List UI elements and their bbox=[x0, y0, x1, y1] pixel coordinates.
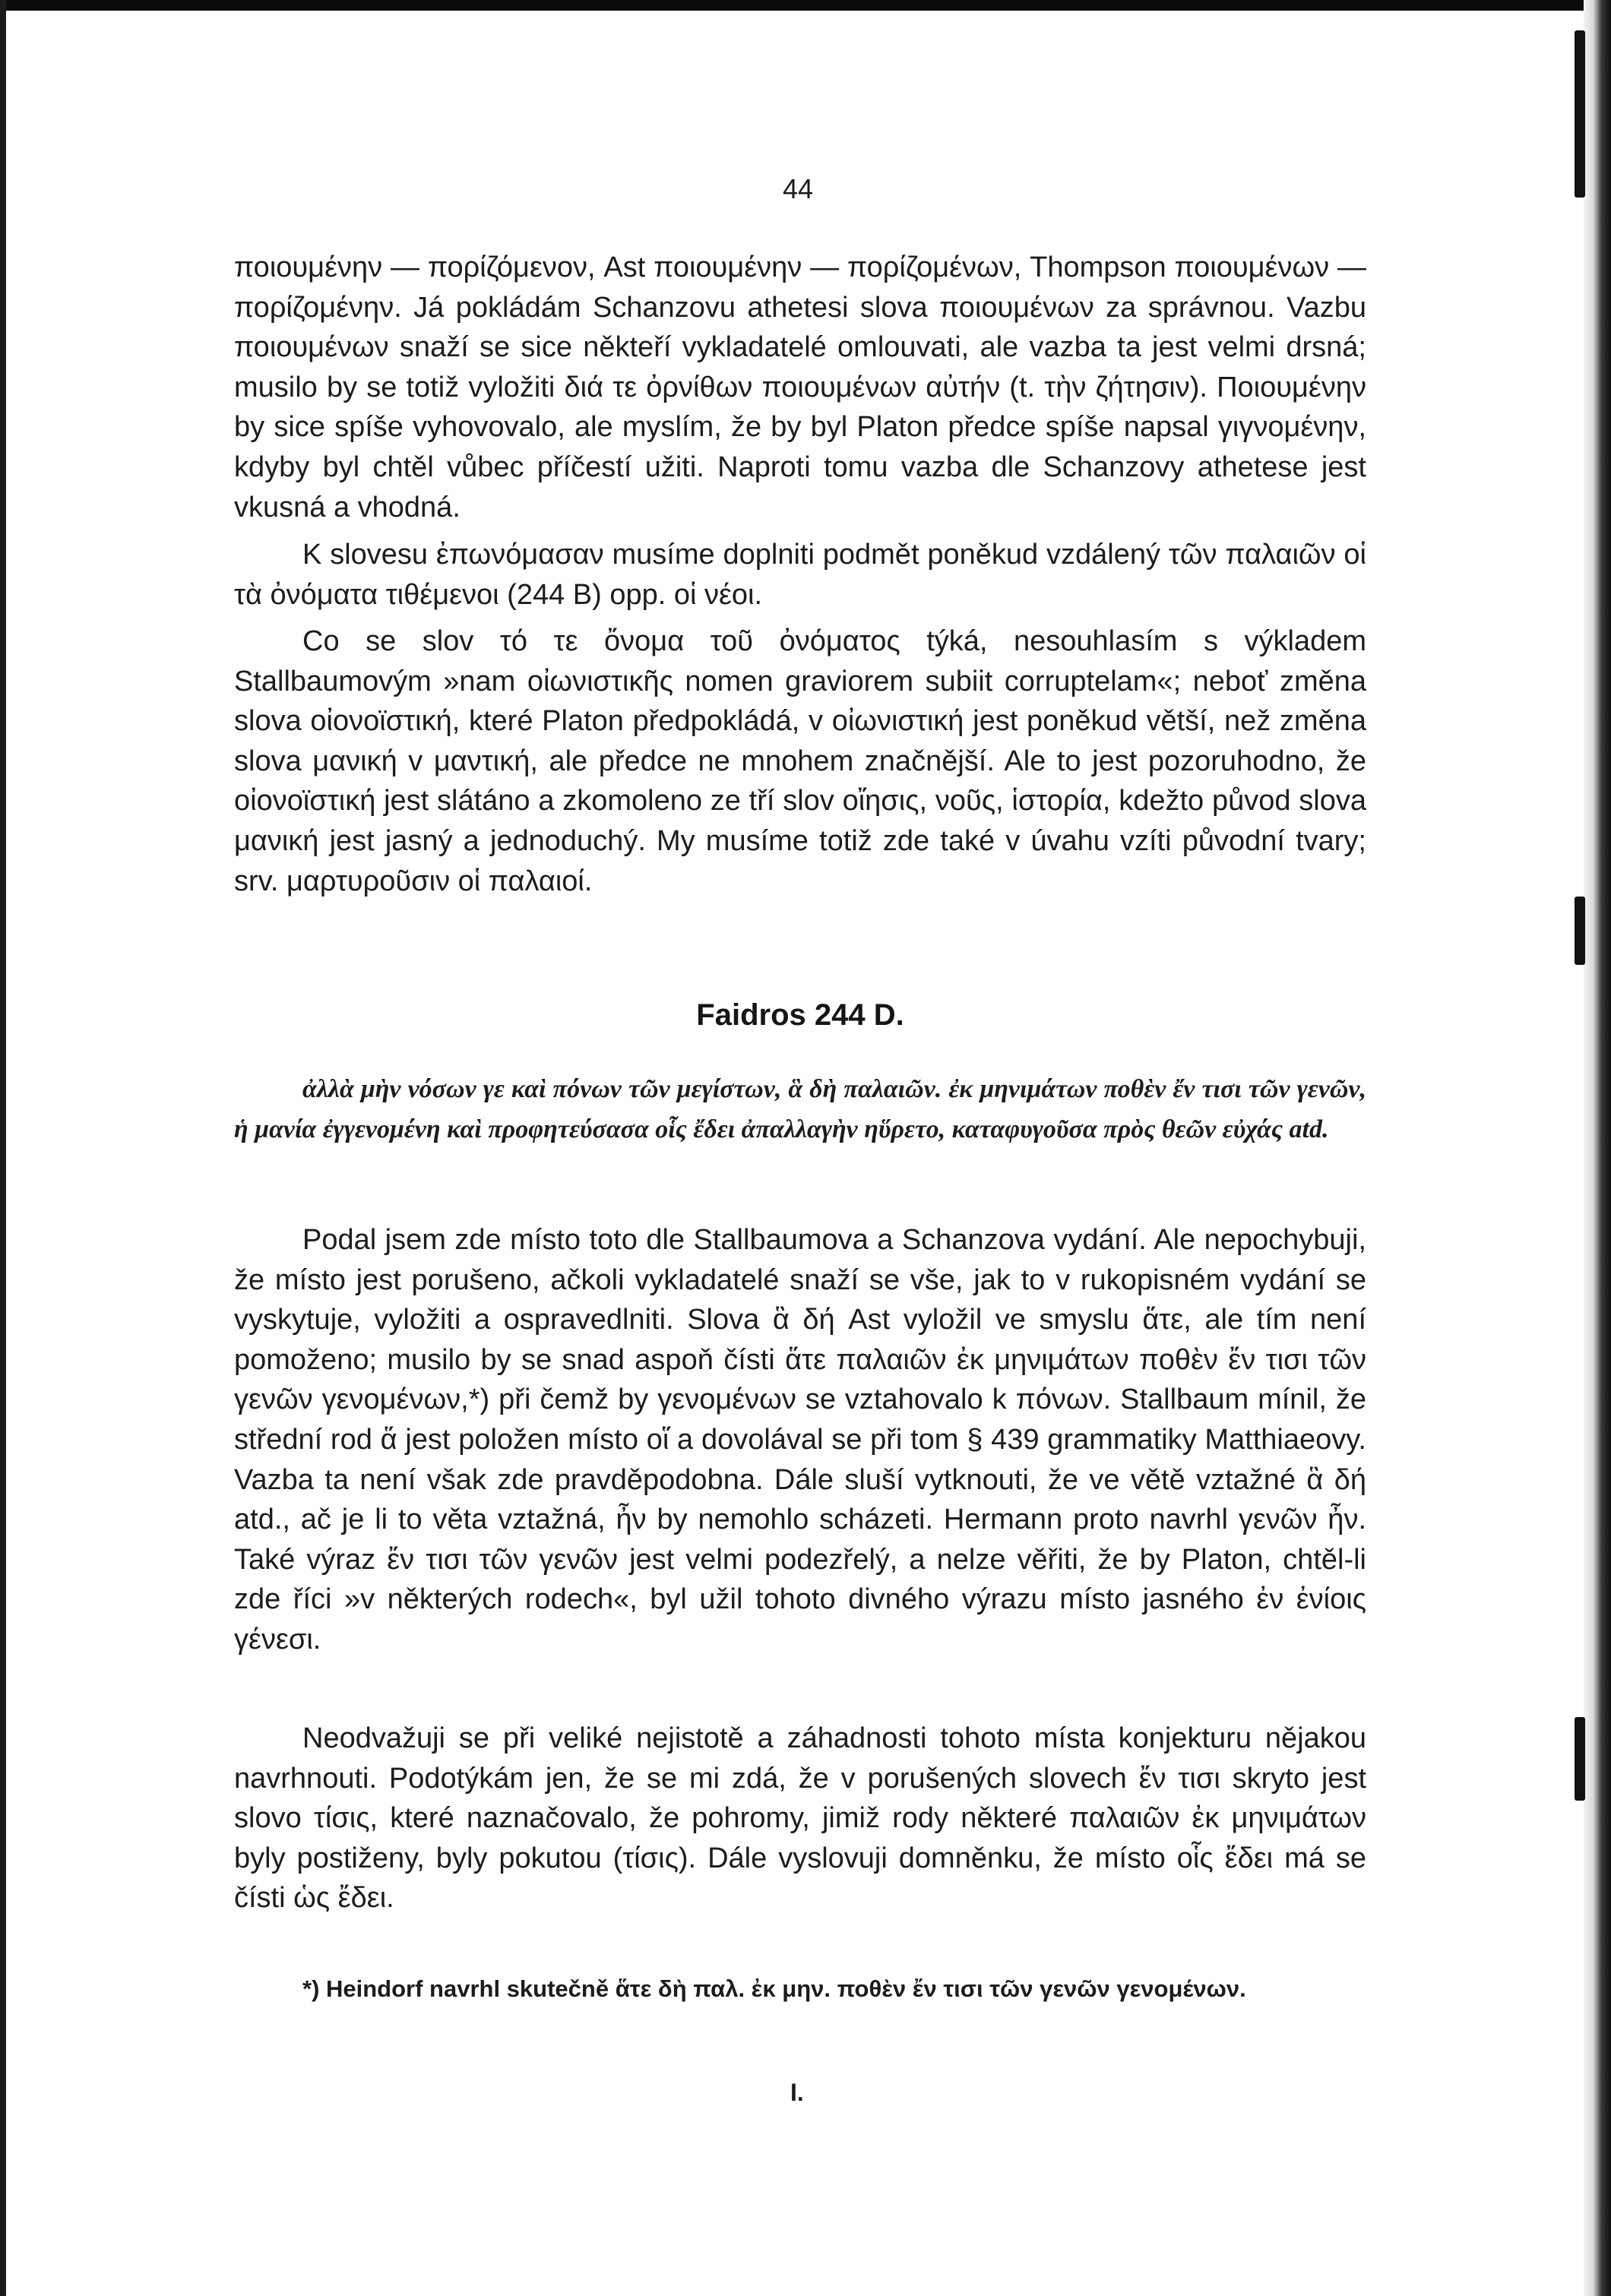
scan-right-edge bbox=[1584, 0, 1611, 2296]
scan-top-border bbox=[0, 0, 1611, 11]
scan-edge-mark bbox=[1575, 1717, 1585, 1801]
paragraph: Neodvažuji se při veliké nejistotě a záhadnosti tohoto místa konjekturu nějakou navrhnouti. Podotýkám jen, že se mi zdá, že v porušených slovech ἔν τισι skryto jest slovo τίσις, které naznačovalo, že pohromy, jimiž rody některé παλαιῶν ἐκ μηνιμάτων byly postiženy, byly pokutou (τίσις). Dále vyslovuji domněnku, že místo οἷς ἔδει má se čísti ὡς ἔδει. bbox=[234, 1722, 1366, 1915]
paragraph: K slovesu ἐπωνόμασαν musíme doplniti podmět poněkud vzdálený τῶν παλαιῶν οἱ τὰ ὀνόματα τιθέμενοι (244 B) opp. οἱ νέοι. bbox=[234, 539, 1366, 611]
paragraph: ποιουμένην — πορίζόμενον, Ast ποιουμένην — πορίζομένων, Thompson ποιουμένων — πορίζομένην. Já pokládám Schanzovu athetesi slova ποιουμένων za správnou. Vazbu ποιουμένων snaží se sice někteří vykladatelé omlouvati, ale vazba ta jest velmi drsná; musilo by se totiž vyložiti διά τε ὀρνίθων ποιουμένων αὐτήν (t. τὴν ζήτησιν). Ποιουμένην by sice spíše vyhovovalo, ale myslím, že by byl Platon předce spíše napsal γιγνομένην, kdyby byl chtěl vůbec příčestí užiti. Naproti tomu vazba dle Schanzovy athetese jest vkusná a vhodná. bbox=[234, 251, 1366, 523]
paragraph: Co se slov τό τε ὄνομα τοῦ ὀνόματος týká, nesouhlasím s výkladem Stallbaumovým »nam οἰωνιστικῆς nomen graviorem subiit corruptelam«; neboť změna slova οἰονοϊστική, které Platon předpokládá, v οἰωνιστική jest poněkud větší, než změna slova μανική v μαντική, ale předce ne mnohem značnější. Ale to jest pozoruhodno, že οἰονοϊστική jest slátáno a zkomoleno ze tří slov οἴησις, νοῦς, ἱστορία, kdežto původ slova μανική jest jasný a jednoduchý. My musíme totiž zde také v úvahu vzíti původní tvary; srv. μαρτυροῦσιν οἱ παλαιοί. bbox=[234, 625, 1366, 897]
section-heading: Faidros 244 D. bbox=[696, 998, 904, 1032]
page-number: 44 bbox=[783, 173, 814, 204]
scan-left-border bbox=[0, 0, 6, 2296]
signature-mark: I. bbox=[790, 2079, 804, 2106]
paragraph: Podal jsem zde místo toto dle Stallbaumova a Schanzova vydání. Ale nepochybuji, že místo jest porušeno, ačkoli vykladatelé snaží se vše, jak to v rukopisném vydání se vyskytuje, vyložiti a ospravedlniti. Slova ἃ δή Ast vyložil ve smyslu ἅτε, ale tím není pomoženo; musilo by se snad aspoň čísti ἅτε παλαιῶν ἐκ μηνιμάτων ποθὲν ἔν τισι τῶν γενῶν γενομένων,*) při čemž by γενομένων se vztahovalo k πόνων. Stallbaum mínil, že střední rod ἅ jest položen místo οἵ a dovolával se při tom § 439 grammatiky Matthiaeovy. Vazba ta není však zde pravděpodobna. Dále sluší vytknouti, že ve větě vztažné ἃ δή atd., ač je li to věta vztažná, ἦν by nemohlo scházeti. Hermann proto navrhl γενῶν ἦν. Také výraz ἔν τισι τῶν γενῶν jest velmi podezřelý, a nelze věřiti, že by Platon, chtěl-li zde říci »v některých rodech«, byl užil tohoto divného výrazu místo jasného ἐν ἐνίοις γένεσι. bbox=[234, 1224, 1366, 1656]
footnote: *) Heindorf navrhl skutečně ἅτε δὴ παλ. ἐκ μην. ποθὲν ἔν τισι τῶν γενῶν γενομένων. bbox=[302, 1975, 1246, 2002]
scan-edge-mark bbox=[1575, 30, 1585, 198]
scan-edge-mark bbox=[1575, 897, 1585, 965]
greek-quotation: ἀλλὰ μὴν νόσων γε καὶ πόνων τῶν μεγίστων, ἃ δὴ παλαιῶν. ἐκ μηνιμάτων ποθὲν ἔν τισι τῶν γενῶν, ἡ μανία ἐγγενομένη καὶ προφητεύσασα οἷς ἔδει ἀπαλλαγὴν ηὕρετο, καταφυγοῦσα πρὸς θεῶν εὐχάς atd. bbox=[234, 1075, 1366, 1143]
